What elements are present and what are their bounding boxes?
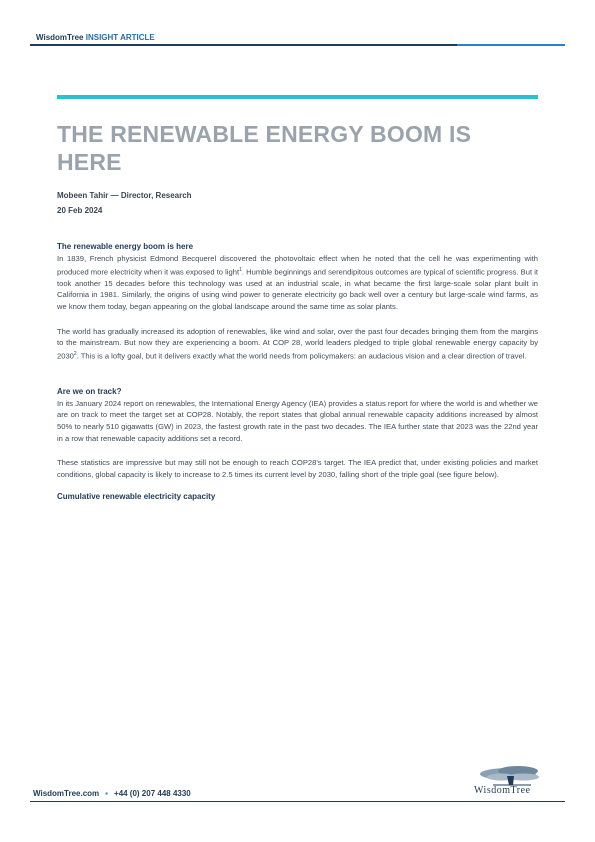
footer-phone[interactable]: +44 (0) 207 448 4330: [114, 789, 191, 798]
paragraph-text: . Humble beginnings and serendipitous outcomes are typical of scientific progress. But it took another 15 decades before this technology was used at an industrial scale, in what became the first large-scale solar plant built in California in 1981. Similarly, the origins of using wind power to generate electricity go back well over a century but large-scale wind farms, as we know them today, began appearing on the global landscape around the same time as solar plants.: [57, 267, 539, 311]
footer-rule: [30, 801, 565, 802]
section-heading: Are we on track?: [57, 386, 122, 396]
footer: [33, 789, 191, 798]
header: [36, 33, 155, 42]
paragraph-text: The world has gradually increased its adoption of renewables, like wind and solar, over the past four decades bringing them from the margins to the mainstream. But now they are experiencing a boom. At COP 28, world leaders pledged to triple global renewable energy capacity by 2030: [57, 326, 538, 361]
footnote-ref[interactable]: 1: [239, 266, 242, 273]
paragraph-text: In 1839, French physicist Edmond Becquerel discovered the photovoltaic effect when he noted that the cell he was experimenting with produced more electricity when it was exposed to light: [57, 254, 538, 277]
article-body: [57, 242, 538, 501]
section-heading: The renewable energy boom is here: [57, 242, 194, 251]
date: 20 Feb 2024: [57, 206, 103, 215]
footer-website[interactable]: WisdomTree.com: [33, 789, 100, 798]
paragraph-text: . This is a lofty goal, but it delivers exactly what the world needs from policymakers: an audacious vision and a clear direction of travel.: [76, 351, 527, 361]
header-section: INSIGHT ARTICLE: [85, 33, 155, 42]
header-rule-accent: [457, 44, 565, 46]
header-rule: [30, 44, 457, 46]
logo-text: WisdomTree: [474, 785, 531, 796]
byline: [57, 188, 192, 218]
author: Mobeen Tahir — Director, Research: [57, 191, 192, 200]
paragraph: [57, 326, 538, 362]
paragraph: In its January 2024 report on renewables, the International Energy Agency (IEA) provides a status report for where the world is and whether we are on track to meet the target set at COP28. Notably, the report states that global annual renewable capacity additions increased by almost 50% to nearly 510 gigawatts (GW) in 2023, the fastest growth rate in the past two decades. The IEA further state that 2023 was the 22nd year in a row that renewable capacity additions set a record.: [57, 398, 538, 443]
bullet-icon: ▪: [105, 789, 109, 798]
title-accent-bar: [57, 95, 538, 99]
footnote-ref[interactable]: 2: [73, 350, 77, 357]
paragraph: [57, 253, 538, 313]
paragraph: These statistics are impressive but may still not be enough to reach COP28's target. The IEA predict that, under existing policies and market conditions, global capacity is likely to increase to 2.5 times its current level by 2030, falling short of the triple goal (see figure below).: [57, 458, 538, 479]
page-title: THE RENEWABLE ENERGY BOOM IS HERE: [57, 121, 472, 175]
figure-title: Cumulative renewable electricity capacity: [57, 492, 216, 502]
header-brand: WisdomTree: [36, 33, 84, 42]
